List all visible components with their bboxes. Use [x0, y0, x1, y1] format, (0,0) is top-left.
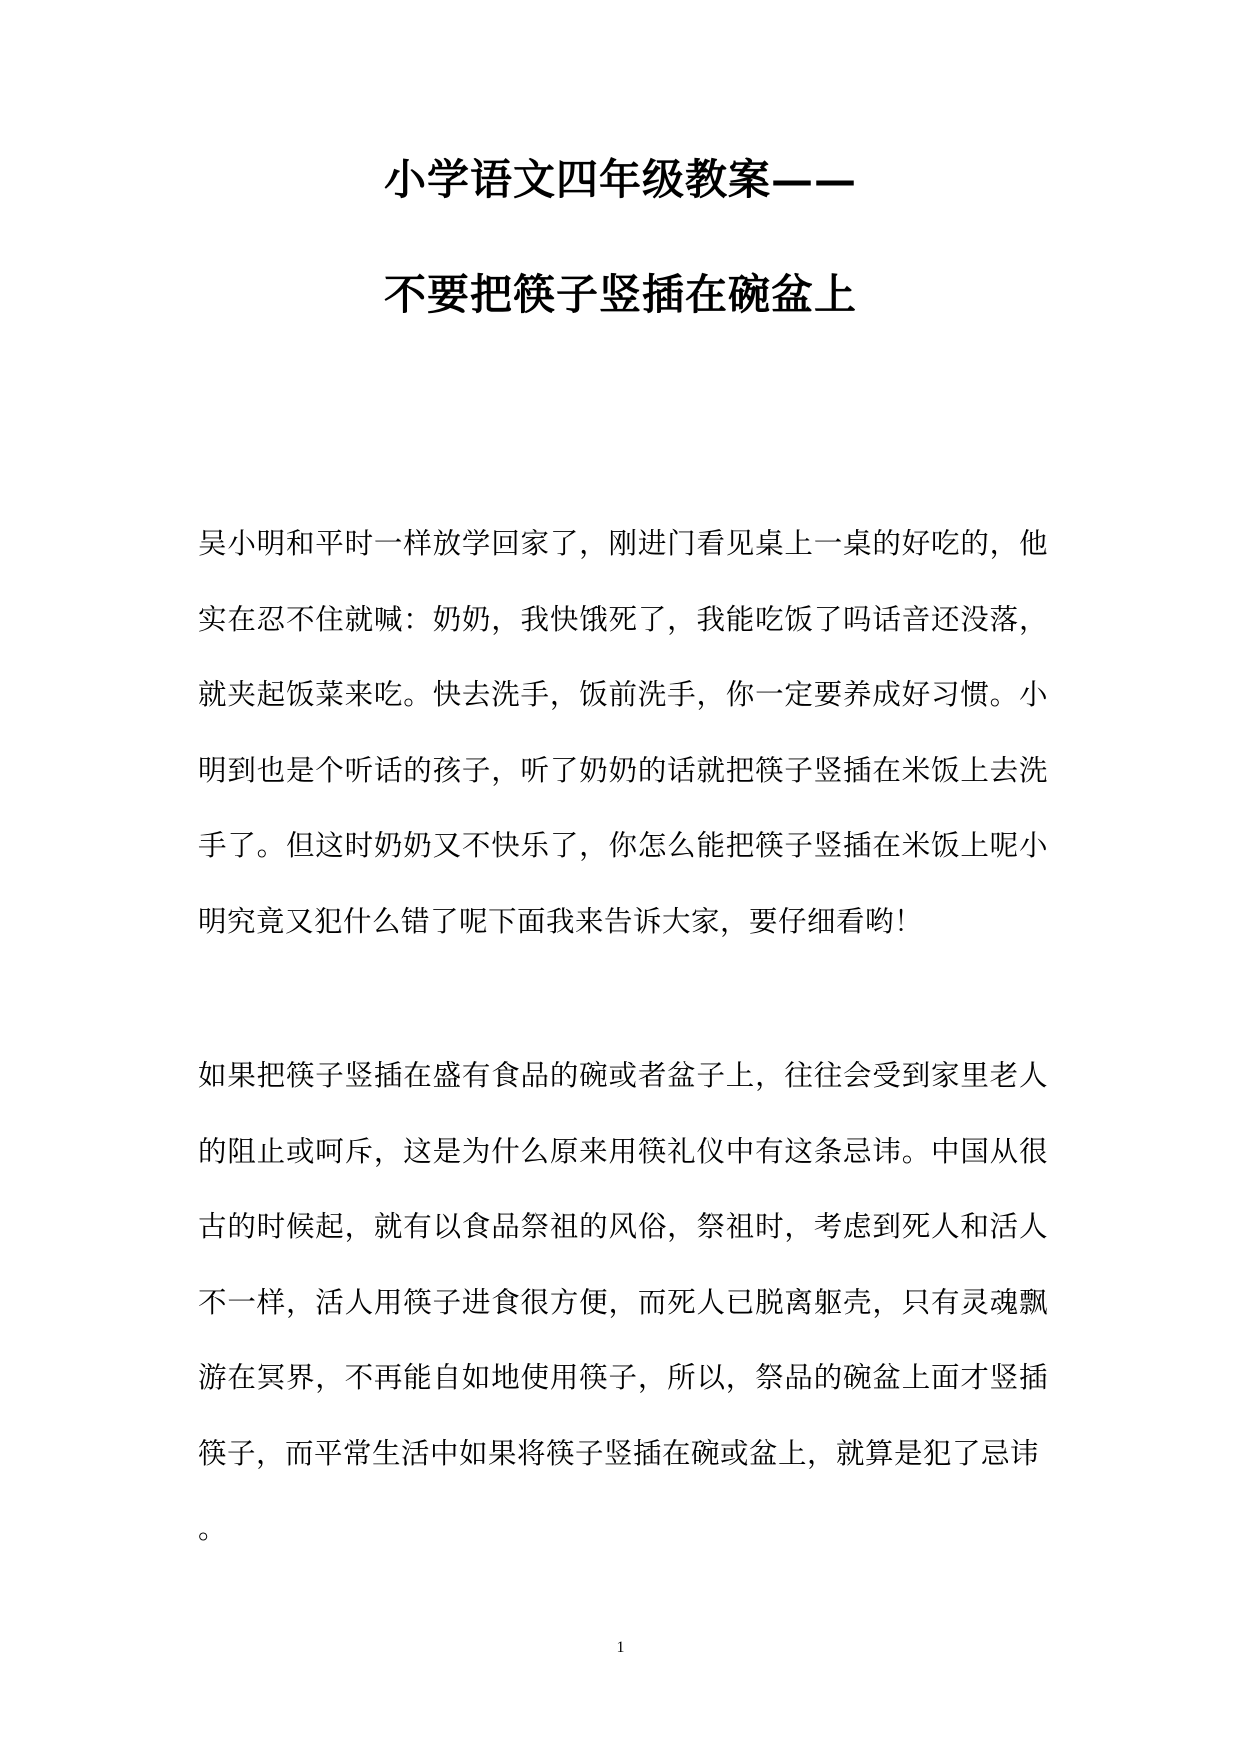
title-line-1: 小学语文四年级教案——: [383, 155, 857, 204]
paragraph-2-text: 如果把筷子竖插在盛有食品的碗或者盆子上，往往会受到家里老人的阻止或呵斥，这是为什么原来用筷礼仪中有这条忌讳。中国从很古的时候起，就有以食品祭祖的风俗，祭祖时，考虑到死人和活人不一样，活人用筷子进食很方便，而死人已脱离躯壳，只有灵魂飘游在冥界，不再能自如地使用筷子，所以，祭品的碗盆上面才竖插筷子，而平常生活中如果将筷子竖插在碗或盆上，就算是犯了忌讳: [198, 1059, 1048, 1470]
page-number: 1: [616, 1639, 625, 1656]
paragraph-1: 吴小明和平时一样放学回家了，刚进门看见桌上一桌的好吃的，他实在忍不住就喊：奶奶，我快饿死了，我能吃饭了吗话音还没落，就夹起饭菜来吃。快去洗手，饭前洗手，你一定要养成好习惯。小明到也是个听话的孩子，听了奶奶的话就把筷子竖插在米饭上去洗手了。但这时奶奶又不快乐了，你怎么能把筷子竖插在米饭上呢小明究竟又犯什么错了呢下面我来告诉大家，要仔细看哟！: [198, 527, 1048, 938]
paragraph-2: [198, 1038, 1048, 1567]
paragraph-2-end-mark: 。: [198, 1512, 228, 1545]
title-line-2: 不要把筷子竖插在碗盆上: [383, 270, 857, 319]
